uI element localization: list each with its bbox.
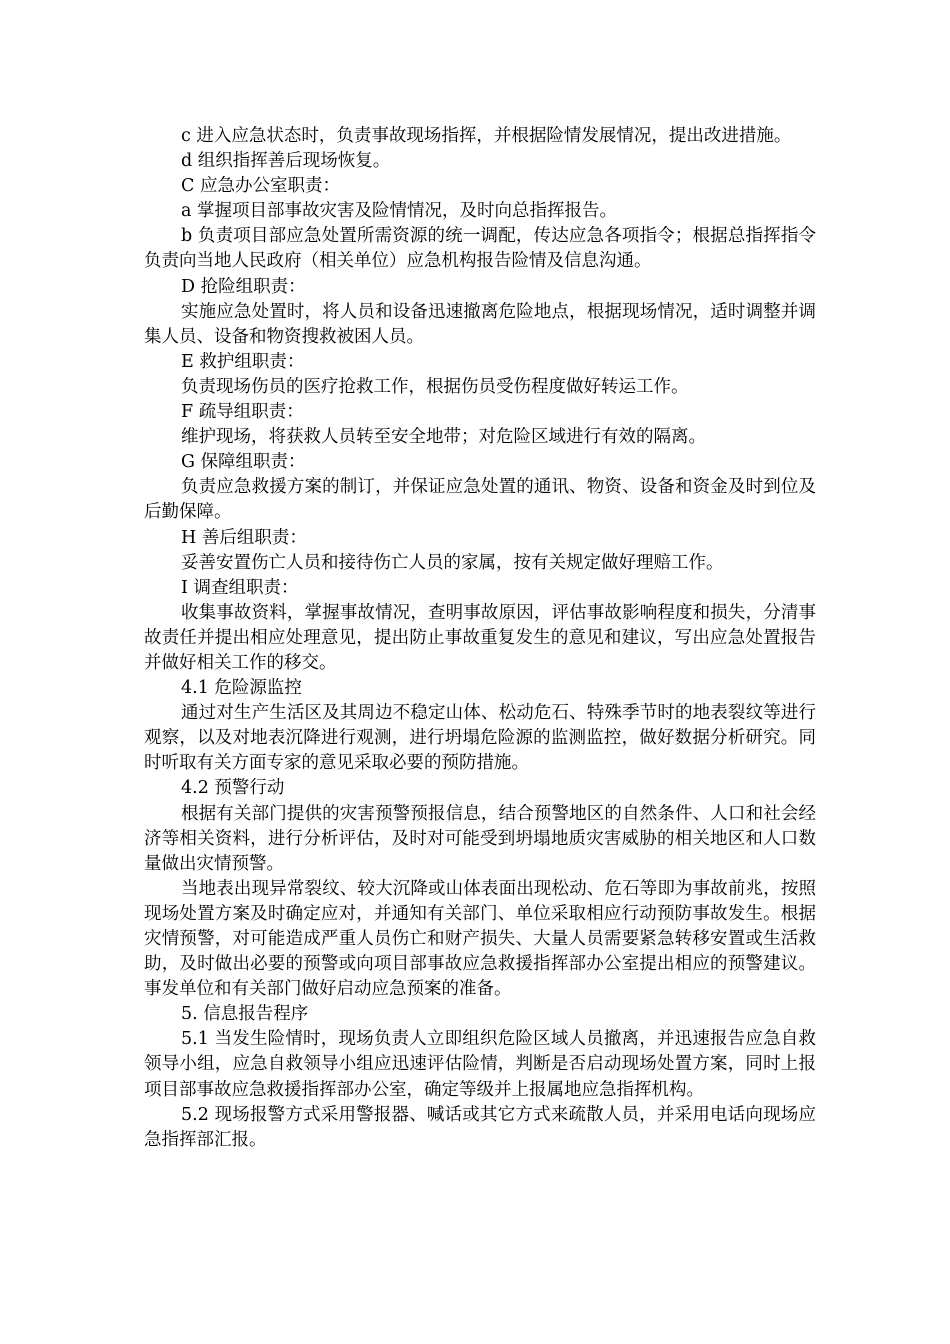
paragraph-5-1-reporting: 5.1 当发生险情时，现场负责人立即组织危险区域人员撤离，并迅速报告应急自救领导小组，应急自救领导小组应迅速评估险情，判断是否启动现场处置方案，同时上报项目部事故应急救援指挥部办公室，确定等级并上报属地应急指挥机构。	[144, 1029, 816, 1100]
paragraph-precursor-response: 当地表出现异常裂纹、较大沉降或山体表面出现松动、危石等即为事故前兆，按照现场处置方案及时确定应对，并通知有关部门、单位采取相应行动预防事故发生。根据灾情预警，对可能造成严重人员伤亡和财产损失、大量人员需要紧急转移安置或生活救助，及时做出必要的预警或向项目部事故应急救援指挥部办公室提出相应的预警建议。事发单位和有关部门做好启动应急预案的准备。	[144, 878, 816, 1000]
heading-aftercare-team-duties: H 善后组职责：	[181, 527, 307, 548]
paragraph-medical-team: 负责现场伤员的医疗抢救工作，根据伤员受伤程度做好转运工作。	[181, 376, 689, 397]
paragraph-evacuation-team: 维护现场，将获救人员转至安全地带；对危险区域进行有效的隔离。	[181, 427, 706, 448]
paragraph-a-office-reporting: a 掌握项目部事故灾害及险情情况，及时向总指挥报告。	[181, 201, 617, 222]
paragraph-aftercare-team: 妥善安置伤亡人员和接待伤亡人员的家属，按有关规定做好理赔工作。	[181, 552, 724, 573]
paragraph-b-resource-allocation: b 负责项目部应急处置所需资源的统一调配，传达应急各项指令；根据总指挥指令负责向当地人民政府（相关单位）应急机构报告险情及信息沟通。	[144, 226, 816, 272]
section-heading-5: 5. 信息报告程序	[181, 1004, 309, 1025]
heading-evacuation-team-duties: F 疏导组职责：	[181, 402, 304, 423]
heading-investigation-team-duties: I 调查组职责：	[181, 577, 299, 598]
paragraph-early-warning: 根据有关部门提供的灾害预警预报信息，结合预警地区的自然条件、人口和社会经济等相关资料，进行分析评估，及时对可能受到坍塌地质灾害威胁的相关地区和人口数量做出灾情预警。	[144, 803, 816, 874]
document-body	[144, 124, 816, 1153]
paragraph-support-team: 负责应急救援方案的制订，并保证应急处置的通讯、物资、设备和资金及时到位及后勤保障。	[144, 477, 816, 523]
section-heading-4-1: 4.1 危险源监控	[181, 678, 302, 699]
heading-rescue-team-duties: D 抢险组职责：	[181, 276, 306, 297]
paragraph-5-2-alarm: 5.2 现场报警方式采用警报器、喊话或其它方式来疏散人员，并采用电话向现场应急指挥部汇报。	[144, 1104, 816, 1150]
heading-medical-team-duties: E 救护组职责：	[181, 351, 305, 372]
paragraph-hazard-monitoring: 通过对生产生活区及其周边不稳定山体、松动危石、特殊季节时的地表裂纹等进行观察，以及对地表沉降进行观测，进行坍塌危险源的监测监控，做好数据分析研究。同时听取有关方面专家的意见采取必要的预防措施。	[144, 703, 816, 774]
paragraph-d-recovery: d 组织指挥善后现场恢复。	[181, 151, 391, 172]
heading-emergency-office-duties: C 应急办公室职责：	[181, 176, 340, 197]
paragraph-c-on-site-command: c 进入应急状态时，负责事故现场指挥，并根据险情发展情况，提出改进措施。	[181, 126, 792, 146]
section-heading-4-2: 4.2 预警行动	[181, 778, 285, 799]
paragraph-rescue-team: 实施应急处置时，将人员和设备迅速撤离危险地点，根据现场情况，适时调整并调集人员、设备和物资搜救被困人员。	[144, 301, 816, 347]
paragraph-investigation-team: 收集事故资料，掌握事故情况，查明事故原因，评估事故影响程度和损失，分清事故责任并提出相应处理意见，提出防止事故重复发生的意见和建议，写出应急处置报告并做好相关工作的移交。	[144, 602, 816, 673]
heading-support-team-duties: G 保障组职责：	[181, 452, 306, 473]
